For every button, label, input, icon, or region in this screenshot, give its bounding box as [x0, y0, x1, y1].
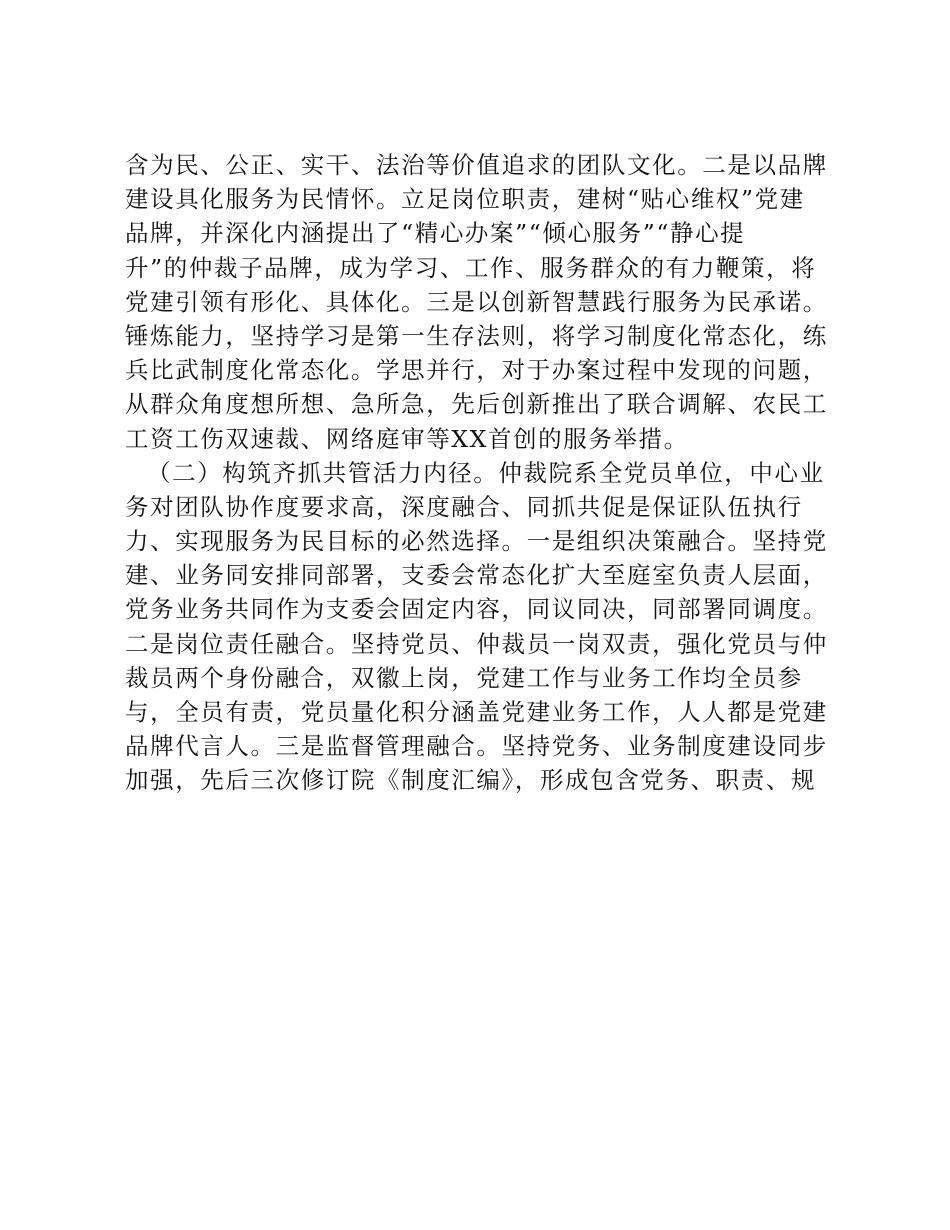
text-line: 务对团队协作度要求高，深度融合、同抓共促是保证队伍执行 — [125, 492, 803, 521]
text-line: 建、业务同安排同部署，支委会常态化扩大至庭室负责人层面， — [125, 561, 828, 590]
text-line: 与，全员有责，党员量化积分涵盖党建业务工作，人人都是党建 — [125, 698, 828, 726]
text-line: 二是岗位责任融合。坚持党员、仲裁员一岗双责，强化党员与仲 — [125, 629, 828, 658]
text-line: 力、实现服务为民目标的必然选择。一是组织决策融合。坚持党 — [125, 527, 828, 556]
text-line: 党建引领有形化、具体化。三是以创新智慧践行服务为民承诺。 — [125, 287, 828, 316]
paragraph-heading-line: （二）构筑齐抓共管活力内径。仲裁院系全党员单位，中心业 — [147, 458, 825, 487]
text-line: 锤炼能力，坚持学习是第一生存法则，将学习制度化常态化，练 — [125, 321, 828, 350]
text-line: 加强，先后三次修订院《制度汇编》，形成包含党务、职责、规 — [125, 766, 817, 795]
text-line: 品牌代言人。三是监督管理融合。坚持党务、业务制度建设同步 — [125, 732, 828, 761]
text-line: 从群众角度想所想、急所急，先后创新推出了联合调解、农民工 — [125, 390, 828, 419]
text-line: 党务业务共同作为支委会固定内容，同议同决，同部署同调度。 — [125, 595, 828, 624]
text-line: 建设具化服务为民情怀。立足岗位职责，建树“贴心维权”党建 — [125, 185, 805, 214]
text-line: 品牌，并深化内涵提出了“精心办案”“倾心服务”“静心提 — [125, 219, 746, 248]
body-text — [125, 148, 835, 798]
text-line: 含为民、公正、实干、法治等价值追求的团队文化。二是以品牌 — [125, 151, 828, 179]
text-line: 升”的仲裁子品牌，成为学习、工作、服务群众的有力鞭策，将 — [125, 253, 817, 282]
text-line: 工资工伤双速裁、网络庭审等XX首创的服务举措。 — [125, 424, 689, 453]
text-line: 兵比武制度化常态化。学思并行，对于办案过程中发现的问题， — [125, 356, 828, 385]
text-line: 裁员两个身份融合，双徽上岗，党建工作与业务工作均全员参 — [125, 663, 803, 692]
